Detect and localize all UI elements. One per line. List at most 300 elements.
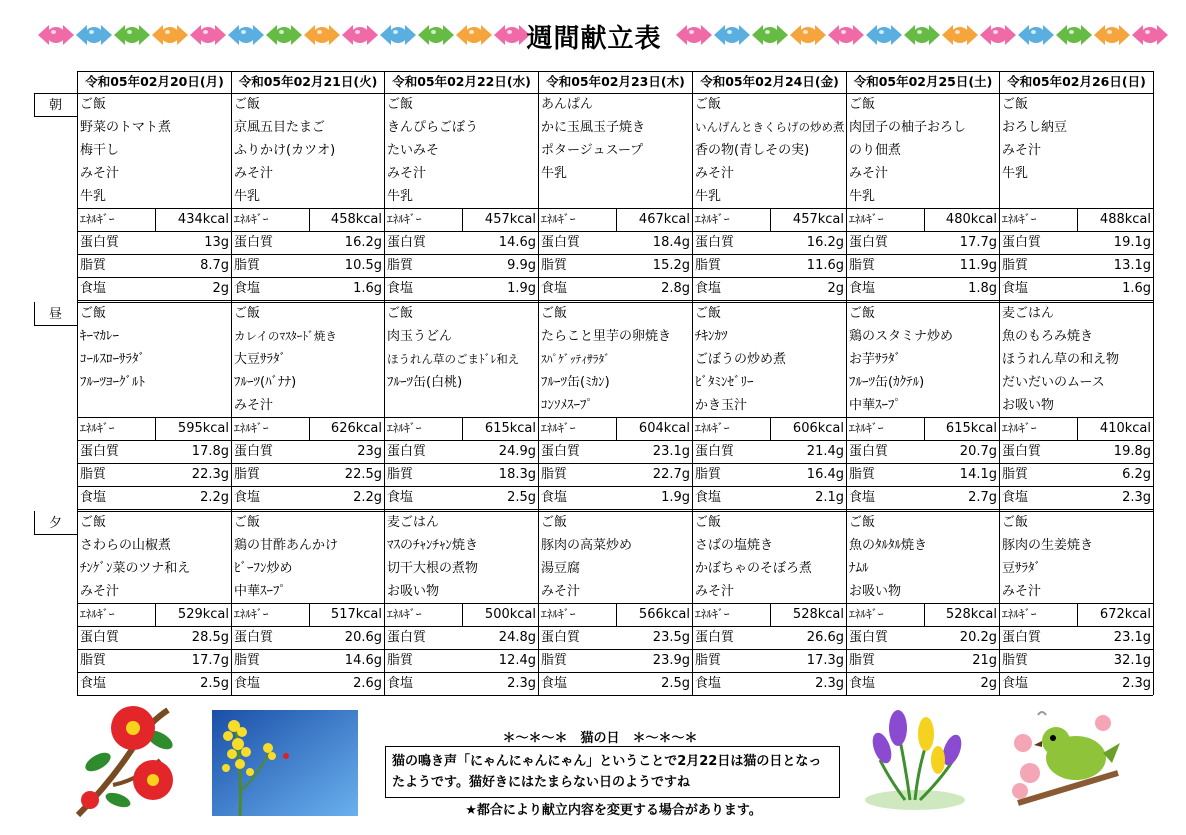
nutrient-label: 蛋白質 — [695, 630, 735, 645]
menu-item: ご飯 — [695, 515, 722, 530]
menu-item: 切干大根の煮物 — [387, 561, 479, 576]
nutrient-value: 15.2g — [652, 258, 690, 273]
menu-item: さわらの山椒煮 — [80, 538, 172, 553]
nutrient-value: 6.2g — [1122, 467, 1151, 482]
nutrient-value: 14.6g — [344, 653, 382, 668]
nutrient-divider — [309, 208, 310, 231]
nutrient-label: ｴﾈﾙｷﾞｰ — [1002, 421, 1037, 435]
nutrient-label: 蛋白質 — [1002, 630, 1042, 645]
nutrient-value: 21g — [972, 653, 997, 668]
menu-item: ﾌﾙｰﾂ缶(白桃) — [387, 375, 463, 390]
nutrient-value: 2.8g — [661, 281, 690, 296]
menu-item: ｷｰﾏｶﾚｰ — [80, 329, 119, 344]
nutrient-label: 食塩 — [387, 281, 414, 296]
nutrient-label: 脂質 — [695, 653, 722, 668]
nutrient-label: 脂質 — [541, 467, 568, 482]
menu-item: たいみそ — [387, 143, 440, 158]
nutrient-label: 食塩 — [234, 281, 261, 296]
nutrient-value: 566kcal — [638, 607, 690, 622]
nutrient-value: 28.5g — [191, 630, 229, 645]
nutrient-label: ｴﾈﾙｷﾞｰ — [695, 212, 730, 226]
nutrient-divider — [770, 603, 771, 626]
nutrient-value: 606kcal — [792, 421, 844, 436]
nutrient-label: 蛋白質 — [849, 630, 889, 645]
menu-item: いんげんときくらげの炒め煮 — [695, 120, 845, 134]
nutrient-value: 13.1g — [1113, 258, 1151, 273]
date-header: 令和05年02月22日(水) — [392, 74, 531, 89]
menu-item: 牛乳 — [80, 189, 107, 204]
nutrient-label: ｴﾈﾙｷﾞｰ — [234, 212, 269, 226]
nutrient-label: 食塩 — [849, 281, 876, 296]
menu-item: ﾌﾙｰﾂ缶(ｶｸﾃﾙ) — [849, 375, 925, 390]
nutrient-value: 615kcal — [945, 421, 997, 436]
nutrient-value: 2.2g — [200, 490, 229, 505]
menu-item: 麦ごはん — [1002, 306, 1055, 321]
candy-icon — [866, 22, 902, 48]
menu-item: ご飯 — [234, 306, 261, 321]
nutrient-value: 16.2g — [806, 235, 844, 250]
nutrient-label: 食塩 — [387, 676, 414, 691]
nutrient-value: 517kcal — [330, 607, 382, 622]
nutrient-divider — [924, 417, 925, 440]
menu-item: ご飯 — [387, 306, 414, 321]
nutrient-label: 脂質 — [234, 653, 261, 668]
nutrient-value: 2.3g — [507, 676, 536, 691]
menu-item: ﾋﾞｰﾌﾝ炒め — [234, 561, 293, 576]
menu-item: 豆ｻﾗﾀﾞ — [1002, 561, 1042, 576]
nutrient-label: 脂質 — [1002, 258, 1029, 273]
nutrient-value: 9.9g — [507, 258, 536, 273]
nutrient-value: 22.7g — [652, 467, 690, 482]
menu-item: ご飯 — [234, 97, 261, 112]
menu-item: 豚肉の生姜焼き — [1002, 538, 1094, 553]
nutrient-value: 19.1g — [1113, 235, 1151, 250]
menu-item: みそ汁 — [234, 166, 274, 181]
nutrient-label: 蛋白質 — [849, 444, 889, 459]
nutrient-value: 672kcal — [1099, 607, 1151, 622]
nutrient-label: 蛋白質 — [849, 235, 889, 250]
nutrient-label: 蛋白質 — [80, 630, 120, 645]
nutrient-label: 脂質 — [80, 653, 107, 668]
grid-line — [77, 695, 1153, 696]
nutrient-label: 脂質 — [695, 467, 722, 482]
nutrient-value: 480kcal — [945, 212, 997, 227]
menu-item: ご飯 — [695, 306, 722, 321]
nutrient-label: ｴﾈﾙｷﾞｰ — [541, 212, 576, 226]
candy-icon — [38, 22, 74, 48]
nutrient-label: ｴﾈﾙｷﾞｰ — [80, 421, 115, 435]
candy-icon — [790, 22, 826, 48]
menu-item: ご飯 — [80, 306, 107, 321]
candy-icon — [676, 22, 712, 48]
nutrient-value: 2.5g — [661, 676, 690, 691]
menu-item: みそ汁 — [80, 166, 120, 181]
menu-item: ご飯 — [849, 306, 876, 321]
menu-item: みそ汁 — [695, 166, 735, 181]
meal-label: 朝 — [48, 98, 62, 113]
candy-icon — [714, 22, 750, 48]
nutrient-value: 457kcal — [792, 212, 844, 227]
nutrient-label: 脂質 — [80, 467, 107, 482]
menu-item: ご飯 — [1002, 97, 1029, 112]
nutrient-value: 23.1g — [652, 444, 690, 459]
menu-item: おろし納豆 — [1002, 120, 1068, 135]
menu-item: 牛乳 — [695, 189, 722, 204]
menu-item: きんぴらごぼう — [387, 120, 479, 135]
nutrient-divider — [462, 417, 463, 440]
column-line — [846, 71, 847, 695]
nutrient-label: 蛋白質 — [1002, 235, 1042, 250]
nutrient-value: 32.1g — [1113, 653, 1151, 668]
menu-item: 魚のﾀﾙﾀﾙ焼き — [849, 538, 928, 553]
nutrient-value: 17.7g — [191, 653, 229, 668]
meal-label: 夕 — [48, 516, 62, 531]
nutrient-value: 14.6g — [498, 235, 536, 250]
candy-icon — [942, 22, 978, 48]
nutrient-value: 20.6g — [344, 630, 382, 645]
nutrient-value: 22.3g — [191, 467, 229, 482]
nutrient-value: 528kcal — [792, 607, 844, 622]
nutrient-value: 1.6g — [353, 281, 382, 296]
menu-item: みそ汁 — [234, 398, 274, 413]
nutrient-value: 2.5g — [200, 676, 229, 691]
date-header: 令和05年02月25日(土) — [853, 74, 993, 89]
nutrient-label: 食塩 — [695, 676, 722, 691]
nutrient-label: 食塩 — [849, 676, 876, 691]
menu-item: ご飯 — [80, 515, 107, 530]
nutrient-label: 脂質 — [387, 467, 414, 482]
nutrient-label: 食塩 — [849, 490, 876, 505]
nutrient-value: 604kcal — [638, 421, 690, 436]
menu-item: お吸い物 — [849, 584, 902, 599]
nutrient-value: 17.8g — [191, 444, 229, 459]
nutrient-value: 500kcal — [484, 607, 536, 622]
nutrient-label: 脂質 — [849, 258, 876, 273]
nutrient-label: 脂質 — [234, 467, 261, 482]
menu-item: お芋ｻﾗﾀﾞ — [849, 352, 902, 367]
nutrient-value: 626kcal — [330, 421, 382, 436]
cat-day-title: ＊～＊～＊ 猫の日 ＊～＊～＊ — [502, 731, 698, 746]
nutrient-value: 2.6g — [353, 676, 382, 691]
nutrient-label: 脂質 — [80, 258, 107, 273]
camellia-illustration — [68, 700, 183, 818]
nutrient-value: 467kcal — [638, 212, 690, 227]
nutrient-value: 529kcal — [177, 607, 229, 622]
menu-item: ﾌﾙｰﾂﾖｰｸﾞﾙﾄ — [80, 375, 145, 390]
candy-icon — [1018, 22, 1054, 48]
menu-item: ｺﾝｿﾒｽｰﾌﾟ — [541, 398, 593, 413]
menu-item: みそ汁 — [695, 584, 735, 599]
nutrient-label: ｴﾈﾙｷﾞｰ — [849, 212, 884, 226]
nutrient-label: ｴﾈﾙｷﾞｰ — [80, 212, 115, 226]
nutrient-label: 食塩 — [1002, 281, 1029, 296]
nutrient-label: ｴﾈﾙｷﾞｰ — [234, 607, 269, 621]
nutrient-label: ｴﾈﾙｷﾞｰ — [849, 421, 884, 435]
nutrient-divider — [462, 208, 463, 231]
menu-item: 中華ｽｰﾌﾟ — [849, 398, 902, 413]
nutrient-value: 18.3g — [498, 467, 536, 482]
menu-item: 牛乳 — [541, 166, 568, 181]
nutrient-label: 蛋白質 — [234, 630, 274, 645]
nutrient-value: 2g — [827, 281, 844, 296]
menu-item: 肉団子の柚子おろし — [849, 120, 967, 135]
column-line — [999, 71, 1000, 695]
nutrient-label: 脂質 — [695, 258, 722, 273]
menu-item: あんぱん — [541, 97, 594, 112]
nutrient-value: 23.9g — [652, 653, 690, 668]
nutrient-label: 蛋白質 — [387, 444, 427, 459]
nutrient-value: 12.4g — [498, 653, 536, 668]
nutrient-value: 24.8g — [498, 630, 536, 645]
menu-item: 麦ごはん — [387, 515, 440, 530]
menu-item: ご飯 — [234, 515, 261, 530]
nutrient-divider — [616, 417, 617, 440]
menu-item: 牛乳 — [849, 189, 876, 204]
menu-item: ﾁﾝｹﾞﾝ菜のツナ和え — [80, 561, 191, 576]
nutrient-label: 脂質 — [1002, 653, 1029, 668]
menu-item: だいだいのムース — [1002, 375, 1105, 390]
nutrient-value: 13g — [204, 235, 229, 250]
nutrient-value: 410kcal — [1099, 421, 1151, 436]
nutrient-label: ｴﾈﾙｷﾞｰ — [387, 421, 422, 435]
date-header: 令和05年02月20日(月) — [85, 74, 224, 89]
menu-item: ﾌﾙｰﾂ缶(ﾐｶﾝ) — [541, 375, 610, 390]
nutrient-value: 615kcal — [484, 421, 536, 436]
nutrient-value: 528kcal — [945, 607, 997, 622]
candy-icon — [904, 22, 940, 48]
menu-item: かに玉風玉子焼き — [541, 120, 646, 135]
nutrient-divider — [616, 603, 617, 626]
menu-item: 野菜のトマト煮 — [80, 120, 172, 135]
nutrient-label: 蛋白質 — [80, 235, 120, 250]
nutrient-value: 26.6g — [806, 630, 844, 645]
column-line — [77, 71, 78, 695]
menu-item: お吸い物 — [387, 584, 440, 599]
candy-decoration-right — [676, 22, 1168, 48]
nutrient-divider — [309, 603, 310, 626]
date-header: 令和05年02月23日(木) — [546, 74, 685, 89]
nutrient-value: 1.9g — [507, 281, 536, 296]
menu-item: 大豆ｻﾗﾀﾞ — [234, 352, 287, 367]
nutrient-divider — [1077, 603, 1078, 626]
menu-item: 牛乳 — [1002, 166, 1029, 181]
candy-icon — [1094, 22, 1130, 48]
nutrient-value: 457kcal — [484, 212, 536, 227]
menu-item: 牛乳 — [387, 189, 414, 204]
menu-item: ご飯 — [849, 515, 876, 530]
nutrient-divider — [924, 208, 925, 231]
nutrient-label: ｴﾈﾙｷﾞｰ — [387, 607, 422, 621]
meal-label: 昼 — [48, 307, 62, 322]
nutrient-label: 蛋白質 — [387, 235, 427, 250]
nutrient-label: 食塩 — [1002, 676, 1029, 691]
nutrient-divider — [770, 208, 771, 231]
nutrient-label: 蛋白質 — [695, 444, 735, 459]
nutrient-value: 458kcal — [330, 212, 382, 227]
nutrient-value: 23.1g — [1113, 630, 1151, 645]
menu-item: 牛乳 — [234, 189, 261, 204]
nutrient-value: 20.2g — [959, 630, 997, 645]
nutrient-label: 蛋白質 — [695, 235, 735, 250]
candy-icon — [152, 22, 188, 48]
nutrient-label: 蛋白質 — [1002, 444, 1042, 459]
meal-label-border — [34, 325, 77, 326]
nutrient-value: 2.3g — [1122, 676, 1151, 691]
menu-item: 鶏のスタミナ炒め — [849, 329, 954, 344]
nutrient-divider — [155, 208, 156, 231]
nutrient-value: 1.8g — [968, 281, 997, 296]
nutrient-label: ｴﾈﾙｷﾞｰ — [1002, 212, 1037, 226]
menu-item: ご飯 — [541, 306, 568, 321]
nutrient-label: 脂質 — [1002, 467, 1029, 482]
nutrient-value: 17.7g — [959, 235, 997, 250]
nutrient-divider — [1077, 417, 1078, 440]
candy-icon — [1132, 22, 1168, 48]
candy-icon — [456, 22, 492, 48]
menu-item: みそ汁 — [1002, 143, 1042, 158]
nutrient-label: 蛋白質 — [234, 235, 274, 250]
nutrient-value: 2.3g — [1122, 490, 1151, 505]
nutrient-label: 脂質 — [387, 258, 414, 273]
menu-item: ﾌﾙｰﾂ(ﾊﾞﾅﾅ) — [234, 375, 297, 390]
menu-item: ﾋﾞﾀﾐﾝｾﾞﾘｰ — [695, 375, 754, 390]
menu-item: たらこと里芋の卵焼き — [541, 329, 672, 344]
nutrient-value: 20.7g — [959, 444, 997, 459]
nutrient-label: 脂質 — [541, 653, 568, 668]
nutrient-label: 脂質 — [849, 653, 876, 668]
menu-item: 香の物(青しその実) — [695, 143, 810, 158]
nutrient-divider — [616, 208, 617, 231]
menu-item: みそ汁 — [849, 166, 889, 181]
meal-label-border — [34, 302, 35, 325]
nutrient-value: 2.2g — [353, 490, 382, 505]
candy-icon — [190, 22, 226, 48]
candy-icon — [228, 22, 264, 48]
menu-item: ほうれん草のごまﾄﾞﾚ和え — [387, 352, 520, 366]
candy-icon — [342, 22, 378, 48]
menu-item: 魚のもろみ焼き — [1002, 329, 1094, 344]
nutrient-label: 脂質 — [541, 258, 568, 273]
menu-item: 梅干し — [80, 143, 120, 158]
menu-item: ポタージュスープ — [541, 143, 644, 158]
menu-item: 豚肉の高菜炒め — [541, 538, 633, 553]
nutrient-divider — [155, 603, 156, 626]
nutrient-value: 16.4g — [806, 467, 844, 482]
nutrient-label: ｴﾈﾙｷﾞｰ — [541, 421, 576, 435]
nutrient-label: 食塩 — [695, 281, 722, 296]
nutrient-label: 食塩 — [387, 490, 414, 505]
candy-icon — [304, 22, 340, 48]
meal-label-border — [34, 511, 35, 534]
column-line — [692, 71, 693, 695]
nutrient-label: 食塩 — [1002, 490, 1029, 505]
candy-icon — [380, 22, 416, 48]
nutrient-label: 脂質 — [234, 258, 261, 273]
menu-item: みそ汁 — [387, 166, 427, 181]
meal-label-border — [34, 116, 77, 117]
nutrient-label: 脂質 — [849, 467, 876, 482]
nutrient-label: 蛋白質 — [541, 630, 581, 645]
nutrient-label: 蛋白質 — [80, 444, 120, 459]
column-line — [1153, 71, 1154, 695]
nutrient-value: 2.7g — [968, 490, 997, 505]
nutrient-label: 蛋白質 — [234, 444, 274, 459]
nutrient-label: ｴﾈﾙｷﾞｰ — [1002, 607, 1037, 621]
nutrient-label: 食塩 — [541, 490, 568, 505]
nutrient-divider — [462, 603, 463, 626]
menu-item: ご飯 — [849, 97, 876, 112]
menu-item: お吸い物 — [1002, 398, 1055, 413]
nutrient-value: 18.4g — [652, 235, 690, 250]
nutrient-value: 10.5g — [344, 258, 382, 273]
menu-item: ふりかけ(カツオ) — [234, 143, 336, 158]
nutrient-label: 食塩 — [541, 676, 568, 691]
candy-icon — [1056, 22, 1092, 48]
crocus-illustration — [860, 700, 970, 815]
column-line — [384, 71, 385, 695]
meal-label-border — [34, 534, 77, 535]
nutrient-label: 食塩 — [234, 490, 261, 505]
nutrient-label: 食塩 — [695, 490, 722, 505]
nutrient-label: 食塩 — [80, 281, 107, 296]
menu-item: 肉玉うどん — [387, 329, 453, 344]
candy-icon — [828, 22, 864, 48]
menu-item: ｽﾊﾟｹﾞｯﾃｨｻﾗﾀﾞ — [541, 352, 610, 366]
nutrient-value: 1.9g — [661, 490, 690, 505]
nutrient-value: 1.6g — [1122, 281, 1151, 296]
menu-item: 京風五目たまご — [234, 120, 326, 135]
menu-item: みそ汁 — [80, 584, 120, 599]
nutrient-value: 21.4g — [806, 444, 844, 459]
nutrient-value: 2g — [980, 676, 997, 691]
nutrient-label: ｴﾈﾙｷﾞｰ — [695, 607, 730, 621]
menu-item: 中華ｽｰﾌﾟ — [234, 584, 287, 599]
nutrient-label: ｴﾈﾙｷﾞｰ — [387, 212, 422, 226]
grid-line — [77, 300, 1153, 301]
nutrient-value: 23g — [357, 444, 382, 459]
nutrient-value: 2.1g — [815, 490, 844, 505]
nutrient-label: 食塩 — [80, 490, 107, 505]
nutrient-label: ｴﾈﾙｷﾞｰ — [541, 607, 576, 621]
date-header: 令和05年02月26日(日) — [1007, 74, 1146, 89]
menu-item: みそ汁 — [541, 584, 581, 599]
column-line — [538, 71, 539, 695]
menu-item: 湯豆腐 — [541, 561, 581, 576]
nutrient-label: 蛋白質 — [541, 444, 581, 459]
candy-icon — [114, 22, 150, 48]
nutrient-label: 蛋白質 — [387, 630, 427, 645]
nutrient-label: 蛋白質 — [541, 235, 581, 250]
nutrient-label: 食塩 — [541, 281, 568, 296]
menu-item: ﾏｽのﾁｬﾝﾁｬﾝ焼き — [387, 538, 479, 553]
nutrient-label: ｴﾈﾙｷﾞｰ — [849, 607, 884, 621]
candy-icon — [980, 22, 1016, 48]
menu-item: かぼちゃのそぼろ煮 — [695, 561, 813, 576]
menu-item: ﾁｷﾝｶﾂ — [695, 329, 728, 344]
nutrient-label: 脂質 — [387, 653, 414, 668]
menu-change-notice: ★都合により献立内容を変更する場合があります。 — [465, 803, 762, 818]
menu-item: ご飯 — [541, 515, 568, 530]
cat-day-text: 猫の鳴き声「にゃんにゃんにゃん」ということで2月22日は猫の日となったようです。猫好きにはたまらない日のようですね — [385, 746, 840, 798]
candy-icon — [418, 22, 454, 48]
page-title: 週間献立表 — [526, 24, 662, 54]
nutrient-value: 488kcal — [1099, 212, 1151, 227]
nutrient-value: 11.6g — [806, 258, 844, 273]
nutrient-label: 食塩 — [80, 676, 107, 691]
nutrient-value: 23.5g — [652, 630, 690, 645]
nutrient-value: 434kcal — [177, 212, 229, 227]
menu-item: ご飯 — [387, 97, 414, 112]
